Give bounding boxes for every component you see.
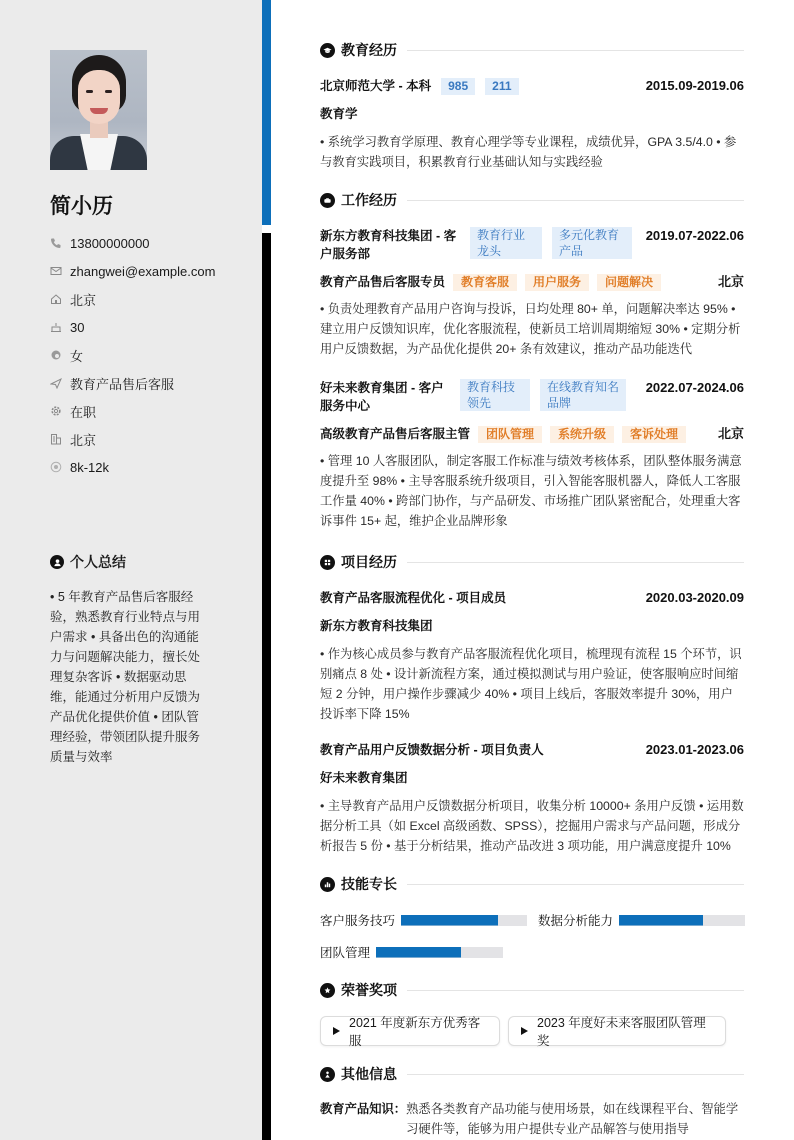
school-name: 北京师范大学 - 本科 [320,79,432,93]
send-icon [50,377,62,389]
bar-chart-icon [320,877,335,892]
info-job-target: 教育产品售后客服 [50,369,215,397]
work-item [320,227,744,359]
project-item [320,589,744,724]
salary-icon [50,461,62,473]
section-divider [407,50,744,51]
school-tag: 985 [441,78,475,95]
summary-heading: 个人总结 [50,552,126,572]
skill-tag: 教育客服 [453,274,517,291]
grid-icon [320,555,335,570]
skill-item [320,911,527,929]
play-triangle-icon [521,1027,528,1035]
accent-bar [262,0,271,225]
award-icon [320,983,335,998]
skill-tag: 客诉处理 [622,426,686,443]
summary-text: • 5 年教育产品售后客服经验，熟悉教育行业特点与用户需求 • 具备出色的沟通能力与问题解决能力，擅长处理复杂客诉 • 数据驱动思维，能通过分析用户反馈为产品优化提供价值 • 团队管理经验，带领团队提升服务质量与效率 [50,590,201,764]
info-status: 在职 [50,397,215,425]
company-tag: 教育科技领先 [460,379,530,411]
project-org: 好未来教育集团 [320,771,408,785]
info-phone: 13800000000 [50,229,215,257]
work-item [320,379,744,531]
section-other-heading: 其他信息 [320,1064,744,1084]
section-divider [407,562,744,563]
project-name: 教育产品客服流程优化 - 项目成员 [320,591,507,605]
education-desc: • 系统学习教育学原理、教育心理学等专业课程，成绩优异，GPA 3.5/4.0 • 参与教育实践项目，积累教育行业基础认知与实践经验 [320,135,737,169]
project-org: 新东方教育科技集团 [320,619,433,633]
project-date: 2020.03-2020.09 [645,590,744,605]
skill-tag: 系统升级 [550,426,614,443]
info-work-city: 北京 [50,425,215,453]
skill-bar [619,915,745,926]
education-date: 2015.09-2019.06 [645,78,744,93]
work-date: 2019.07-2022.06 [645,228,744,243]
award-chip: 2021 年度新东方优秀客服 [320,1016,500,1046]
avatar-photo [50,50,147,170]
info-salary: 8k-12k [50,453,215,481]
section-awards-heading: 荣誉奖项 [320,980,744,1000]
graduation-cap-icon [320,43,335,58]
skill-tag: 用户服务 [525,274,589,291]
section-projects-heading: 项目经历 [320,552,744,572]
skill-name: 客户服务技巧 [320,914,396,928]
skill-bar [401,915,527,926]
section-divider [407,1074,744,1075]
skill-item [320,943,503,961]
age-icon [50,321,62,333]
divider-bar [262,233,271,1140]
position-title: 教育产品售后客服专员 [320,275,446,289]
contact-info-list [50,229,215,481]
work-date: 2022.07-2024.06 [645,380,744,395]
project-desc: • 主导教育产品用户反馈数据分析项目，收集分析 10000+ 条用户反馈 • 运用数据分析工具（如 Excel 高级函数、SPSS），挖掘用户需求与产品问题，形成分析报告 5 份 • 基于分析结果，推动产品改进 3 项功能，用户满意度提升 10% [320,799,744,853]
info-person-icon [320,1067,335,1082]
gender-icon [50,349,62,361]
work-desc: • 管理 10 人客服团队，制定客服工作标准与绩效考核体系，团队整体服务满意度提升至 98% • 主导客服系统升级项目，引入智能客服机器人，降低人工客服工作量 40% • 跨部门协作，与产品研发、市场推广团队紧密配合，处理重大客诉事件 15+ 起，维护企业品牌形象 [320,454,742,528]
other-info-item [320,1099,744,1139]
mail-icon [50,265,62,277]
info-email: zhangwei@example.com [50,257,215,285]
skill-bar-fill [619,915,703,926]
section-divider [407,990,744,991]
company-name: 新东方教育科技集团 - 客户服务部 [320,229,457,261]
candidate-name: 简小历 [50,195,113,218]
info-age: 30 [50,313,215,341]
play-triangle-icon [333,1027,340,1035]
work-location: 北京 [717,426,744,441]
company-name: 好未来教育集团 - 客户服务中心 [320,381,444,413]
major: 教育学 [320,107,358,121]
other-info-value: 熟悉各类教育产品功能与使用场景，如在线课程平台、智能学习硬件等，能够为用户提供专业产品解答与使用指导 [406,1102,739,1136]
skill-bar-fill [376,947,461,958]
sidebar [0,0,262,1140]
company-tag: 教育行业龙头 [470,227,542,259]
project-name: 教育产品用户反馈数据分析 - 项目负责人 [320,743,544,757]
other-info-key: 教育产品知识： [320,1102,407,1116]
briefcase-icon [320,193,335,208]
skill-name: 数据分析能力 [538,914,614,928]
skill-item [538,911,745,929]
info-gender: 女 [50,341,215,369]
skill-bar [376,947,503,958]
project-date: 2023.01-2023.06 [645,742,744,757]
work-desc: • 负责处理教育产品用户咨询与投诉，日均处理 80+ 单，问题解决率达 95% • 建立用户反馈知识库，优化客服流程，使新员工培训周期缩短 30% • 定期分析用户反馈数据，为产品优化提供 20+ 条有效建议，推动产品功能迭代 [320,302,741,356]
info-city: 北京 [50,285,215,313]
skill-name: 团队管理 [320,946,371,960]
gear-icon [50,405,62,417]
project-desc: • 作为核心成员参与教育产品客服流程优化项目，梳理现有流程 15 个环节，识别痛点 8 处 • 设计新流程方案，通过模拟测试与用户验证，使客服响应时间缩短 2 分钟，用户操作步骤减少 40% • 项目上线后，客服效率提升 30%，用户投诉率下降 15% [320,647,742,721]
work-location: 北京 [717,274,744,289]
company-tag: 在线教育知名品牌 [540,379,626,411]
section-education-heading: 教育经历 [320,40,744,60]
school-tag: 211 [485,78,518,95]
skill-tag: 团队管理 [478,426,542,443]
section-divider [407,200,744,201]
section-work-heading: 工作经历 [320,190,744,210]
skill-bar-fill [401,915,498,926]
home-icon [50,293,62,305]
skill-tag: 问题解决 [597,274,661,291]
education-item [320,77,744,172]
building-icon [50,433,62,445]
section-divider [407,884,744,885]
position-title: 高级教育产品售后客服主管 [320,427,471,441]
company-tag: 多元化教育产品 [552,227,632,259]
section-skills-heading: 技能专长 [320,874,744,894]
award-chip: 2023 年度好未来客服团队管理奖 [508,1016,726,1046]
project-item [320,741,744,856]
phone-icon [50,237,62,249]
user-icon [50,555,64,569]
